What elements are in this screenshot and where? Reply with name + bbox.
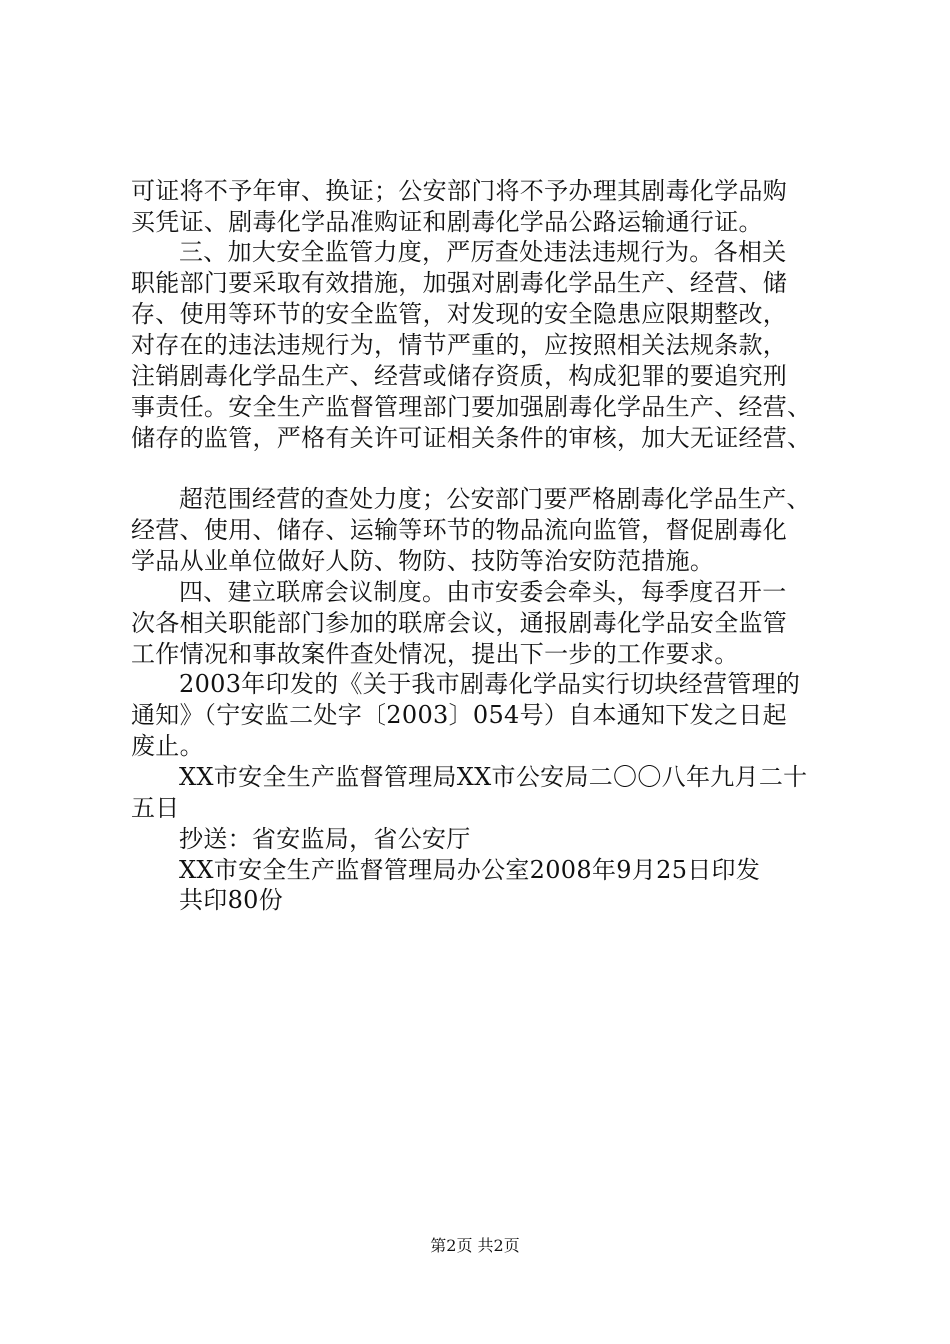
text-line: XX市安全生产监督管理局XX市公安局二〇〇八年九月二十 — [179, 763, 808, 791]
text-line: 2003年印发的《关于我市剧毒化学品实行切块经营管理的 — [179, 670, 801, 698]
text-line: 通知》（宁安监二处字〔2003〕054号）自本通知下发之日起 — [131, 701, 787, 729]
cc-line: 抄送：省安监局，省公安厅 — [179, 825, 471, 853]
text-line: 次各相关职能部门参加的联席会议，通报剧毒化学品安全监管 — [131, 609, 788, 637]
page-footer: 第2页 共2页 — [430, 1236, 520, 1255]
text-line: 学品从业单位做好人防、物防、技防等治安防范措施。 — [131, 547, 715, 575]
issuer-line: XX市安全生产监督管理局办公室2008年9月25日印发 — [179, 856, 761, 884]
text-line: 可证将不予年审、换证；公安部门将不予办理其剧毒化学品购 — [131, 177, 788, 205]
text-line: 存、使用等环节的安全监管，对发现的安全隐患应限期整改， — [131, 300, 788, 328]
text-line: 注销剧毒化学品生产、经营或储存资质，构成犯罪的要追究刑 — [131, 362, 788, 390]
text-line: 工作情况和事故案件查处情况，提出下一步的工作要求。 — [131, 640, 739, 668]
text-line: 事责任。安全生产监督管理部门要加强剧毒化学品生产、经营、 — [131, 393, 812, 421]
copies-line: 共印80份 — [179, 886, 284, 914]
text-line: 储存的监管，严格有关许可证相关条件的审核，加大无证经营、 — [131, 424, 812, 452]
text-line: 三、加大安全监管力度，严厉查处违法违规行为。各相关 — [179, 238, 787, 266]
text-line: 废止。 — [131, 732, 204, 760]
text-line: 超范围经营的查处力度；公安部门要严格剧毒化学品生产、 — [179, 485, 811, 513]
text-line: 四、建立联席会议制度。由市安委会牵头，每季度召开一 — [179, 578, 787, 606]
text-line: 买凭证、剧毒化学品准购证和剧毒化学品公路运输通行证。 — [131, 208, 763, 236]
text-line: 对存在的违法违规行为，情节严重的，应按照相关法规条款， — [131, 331, 788, 359]
text-line: 职能部门要采取有效措施，加强对剧毒化学品生产、经营、储 — [131, 269, 788, 297]
text-line: 五日 — [131, 794, 180, 822]
text-line: 经营、使用、储存、运输等环节的物品流向监管，督促剧毒化 — [131, 516, 788, 544]
